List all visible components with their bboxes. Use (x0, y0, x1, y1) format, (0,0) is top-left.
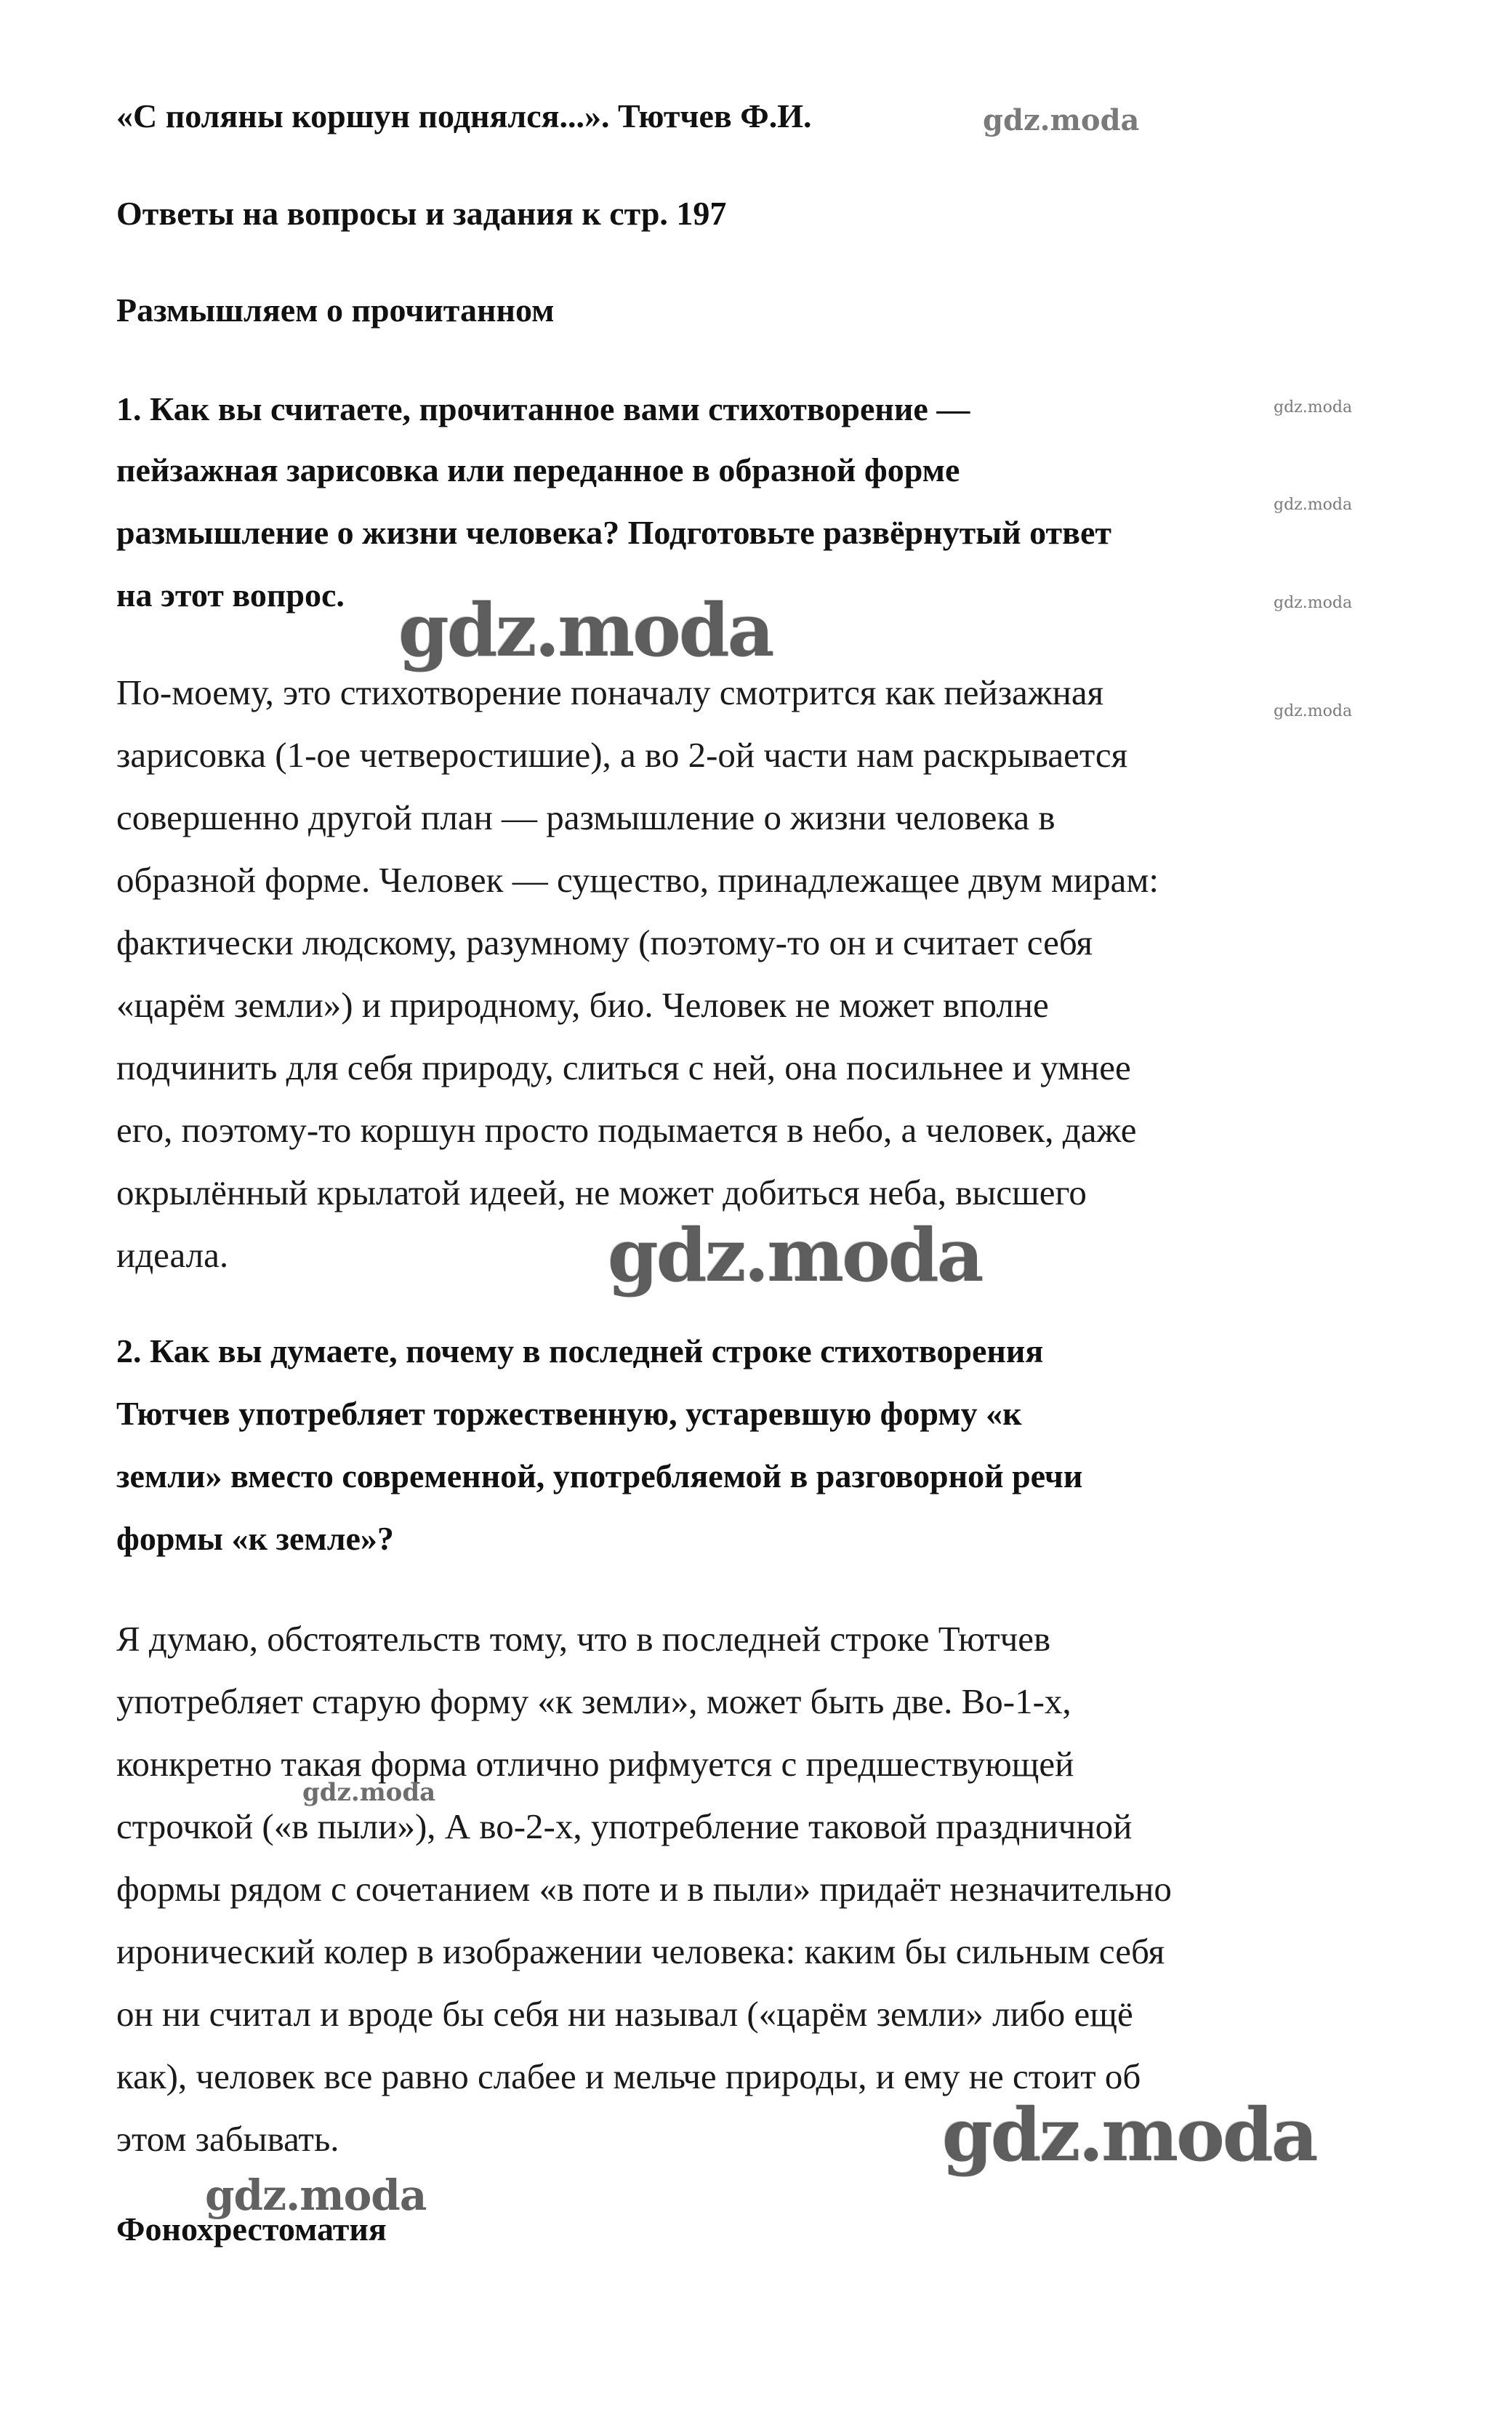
footer-heading: Фонохрестоматия (116, 2210, 387, 2248)
question-1-line-2: пейзажная зарисовка или переданное в образной форме (116, 451, 960, 488)
watermark-medium-1: gdz.moda (205, 2170, 427, 2220)
answer-2-line-6: иронический колер в изображении человека: каким бы сильным себя (116, 1931, 1165, 1971)
watermark-small-3: gdz.moda (1274, 594, 1353, 612)
question-2-line-1: 2. Как вы думаете, почему в последней строке стихотворения (116, 1332, 1044, 1369)
answer-2-line-2: употребляет старую форму «к земли», может быть две. Во-1-х, (116, 1681, 1071, 1721)
page-subtitle: Ответы на вопросы и задания к стр. 197 (116, 195, 727, 232)
answer-2-line-8: как), человек все равно слабее и мельче природы, и ему не стоит об (116, 2056, 1141, 2096)
question-2-line-2: Тютчев употребляет торжественную, устаревшую форму «к (116, 1395, 1022, 1432)
watermark-large-2: gdz.moda (608, 1212, 982, 1298)
answer-1-line-5: фактически людскому, разумному (поэтому-то он и считает себя (116, 922, 1093, 962)
answer-2-line-1: Я думаю, обстоятельств тому, что в последней строке Тютчев (116, 1619, 1051, 1659)
answer-2-line-5: формы рядом с сочетанием «в поте и в пыли» придаёт незначительно (116, 1869, 1172, 1909)
answer-1-line-10: идеала. (116, 1235, 229, 1275)
question-1-line-1: 1. Как вы считаете, прочитанное вами стихотворение — (116, 390, 970, 427)
answer-1-line-9: окрылённый крылатой идеей, не может добиться неба, высшего (116, 1172, 1087, 1212)
answer-2-line-4: строчкой («в пыли»), А во-2-х, употребление таковой праздничной (116, 1806, 1133, 1846)
answer-2-line-7: он ни считал и вроде бы себя ни называл («царём земли» либо ещё (116, 1994, 1133, 2034)
answer-1-line-2: зарисовка (1-ое четверостишие), а во 2-ой части нам раскрывается (116, 735, 1128, 775)
watermark-small-1: gdz.moda (1274, 398, 1353, 417)
answer-1-line-8: его, поэтому-то коршун просто подымается в небо, а человек, даже (116, 1110, 1137, 1150)
section-heading: Размышляем о прочитанном (116, 291, 555, 329)
question-2-line-4: формы «к земле»? (116, 1520, 394, 1557)
answer-2-line-3: конкретно такая форма отлично рифмуется с предшествующей (116, 1744, 1074, 1784)
answer-1-line-3: совершенно другой план — размышление о жизни человека в (116, 797, 1055, 837)
watermark-large-1: gdz.moda (398, 587, 773, 673)
answer-1-line-7: подчинить для себя природу, слиться с ней, она посильнее и умнее (116, 1047, 1131, 1087)
answer-1-line-4: образной форме. Человек — существо, принадлежащее двум мирам: (116, 860, 1159, 900)
watermark-title: gdz.moda (983, 103, 1140, 137)
document-title: «С поляны коршун поднялся...». Тютчев Ф.И. (116, 97, 812, 134)
watermark-large-3: gdz.moda (942, 2092, 1316, 2178)
answer-2-line-9: этом забывать. (116, 2119, 339, 2159)
answer-1-line-6: «царём земли») и природному, био. Человек не может вполне (116, 985, 1049, 1025)
watermark-small-4: gdz.moda (1274, 702, 1353, 720)
question-2-line-3: земли» вместо современной, употребляемой в разговорной речи (116, 1457, 1083, 1494)
question-1-line-3: размышление о жизни человека? Подготовьте развёрнутый ответ (116, 514, 1111, 551)
watermark-small-5: gdz.moda (302, 1778, 436, 1807)
watermark-small-2: gdz.moda (1274, 496, 1353, 514)
question-1-line-4: на этот вопрос. (116, 576, 345, 613)
answer-1-line-1: По-моему, это стихотворение поначалу смотрится как пейзажная (116, 672, 1104, 712)
